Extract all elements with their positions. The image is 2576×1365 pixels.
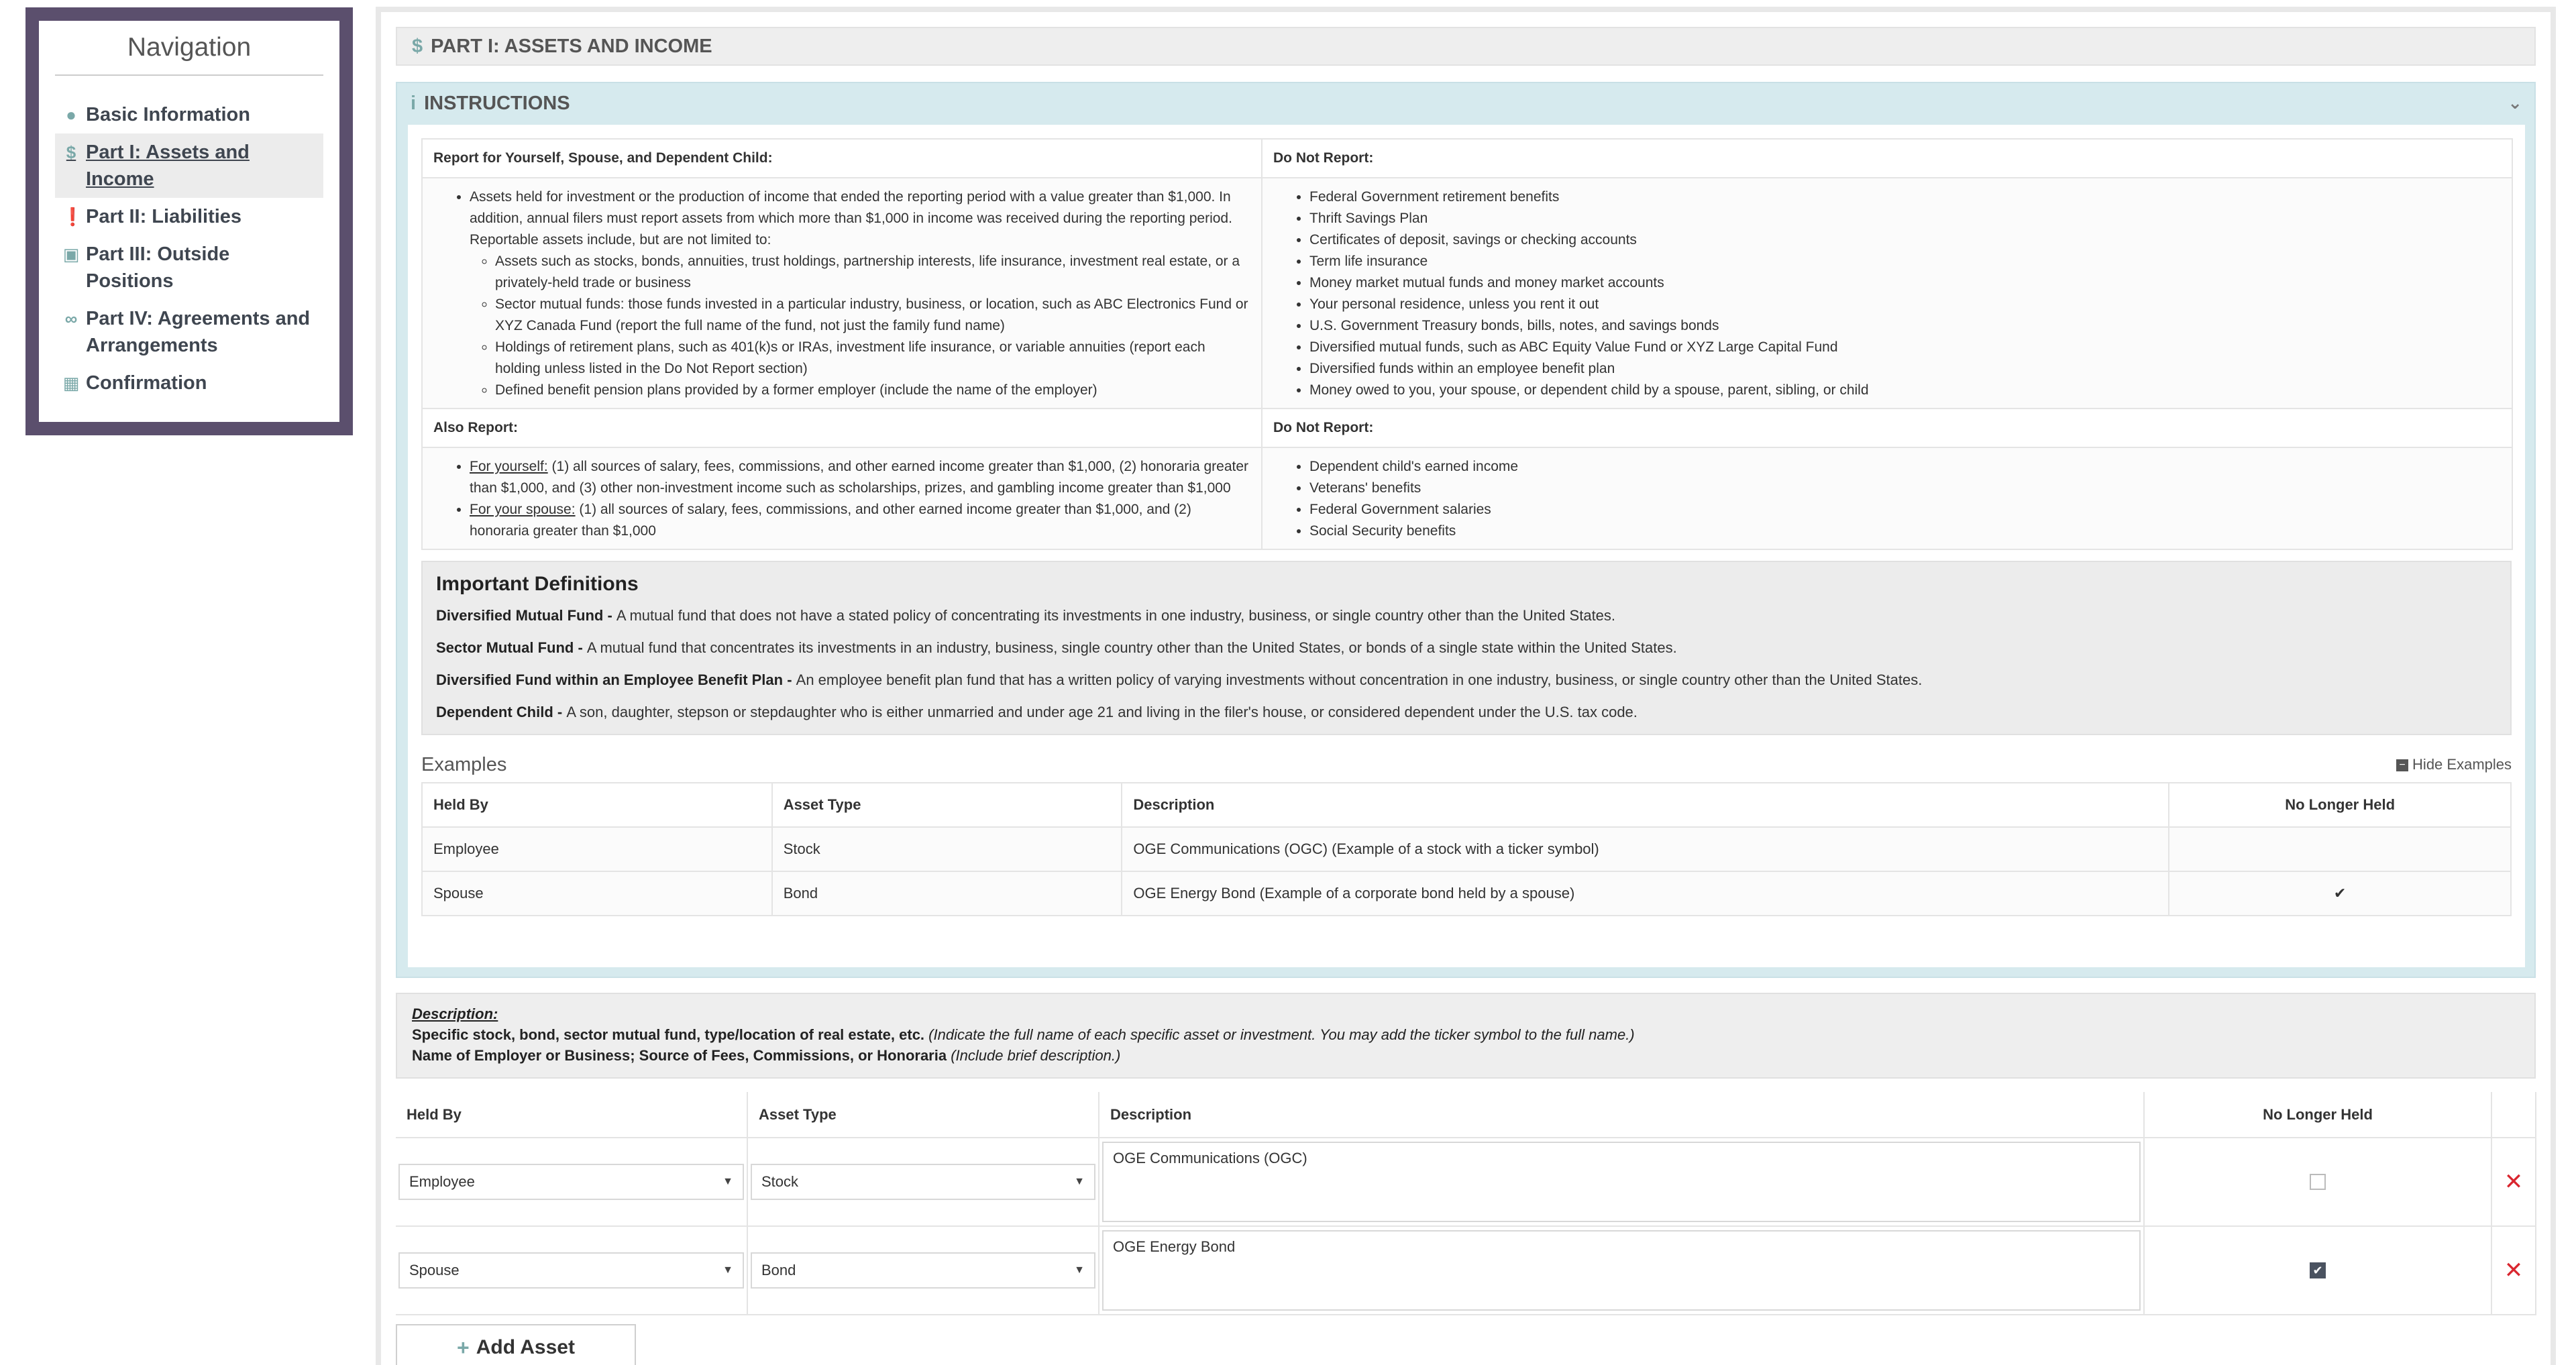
description-note-line: Name of Employer or Business; Source of Fees, Commissions, or Honoraria (Include brief description.) — [412, 1047, 1121, 1064]
definition-row: Diversified Mutual Fund - A mutual fund that does not have a stated policy of concentrating its investments in one industry, business, or single country other than the United States. — [436, 607, 1616, 624]
hide-examples-button[interactable]: − Hide Examples — [2396, 756, 2512, 773]
instructions-title: INSTRUCTIONS — [424, 92, 570, 114]
column-header-actions — [2491, 1092, 2536, 1138]
list-item: • Federal Government retirement benefits — [1309, 186, 2501, 208]
important-definitions — [421, 561, 2512, 735]
definition-row: Diversified Fund within an Employee Benefit Plan - An employee benefit plan fund that has a written policy of varying investments without concentration in one industry, business, or single country other than the United States. — [436, 671, 1923, 688]
column-header: Description — [1099, 1092, 2144, 1138]
dollar-icon: $ — [66, 142, 76, 162]
minus-icon: − — [2396, 759, 2408, 771]
nav-item-label: Part II: Liabilities — [86, 206, 242, 227]
report-heading: Report for Yourself, Spouse, and Dependent Child: — [422, 139, 1262, 178]
table-row — [396, 1226, 2536, 1315]
list-item: • Thrift Savings Plan — [1309, 208, 2501, 229]
chevron-down-icon[interactable]: ⌄ — [2508, 93, 2522, 113]
examples-header — [421, 747, 2512, 782]
navigation-panel — [25, 7, 353, 435]
column-header: Asset Type — [747, 1092, 1099, 1138]
column-header: Held By — [422, 783, 772, 827]
description-cell: OGE Energy Bond (Example of a corporate bond held by a spouse) — [1122, 871, 2169, 916]
exclamation-icon: ❗ — [62, 207, 84, 227]
list-item: • Social Security benefits — [1309, 521, 2501, 542]
held-by-cell: Spouse — [422, 871, 772, 916]
no-longer-held-checkbox[interactable] — [2310, 1174, 2326, 1190]
delete-row-icon[interactable]: ✕ — [2491, 1226, 2536, 1315]
handshake-icon: ∞ — [64, 309, 78, 329]
column-header: Held By — [396, 1092, 747, 1138]
list-item: • For yourself: (1) all sources of salary, fees, commissions, and other earned income greater than $1,000, (2) honoraria greater than $1,000, and (3) other non-investment income such as scholarships, prizes, and gambling income greater than $1,000 — [470, 456, 1250, 499]
list-item: • For your spouse: (1) all sources of salary, fees, commissions, and other earned income greater than $1,000, and (2) honoraria greater than $1,000 — [470, 499, 1250, 542]
list-item: • Money market mutual funds and money market accounts — [1309, 272, 2501, 294]
table-row — [422, 827, 2511, 871]
no-longer-held-cell — [2169, 827, 2511, 871]
column-header: Description — [1122, 783, 2169, 827]
asset-type-select[interactable]: Bond ▼ — [751, 1252, 1095, 1289]
nav-item-basic-information[interactable] — [55, 96, 323, 133]
column-header: No Longer Held — [2169, 783, 2511, 827]
asset-entry-table-wrapper — [396, 1092, 2536, 1315]
definition-row: Dependent Child - A son, daughter, stepson or stepdaughter who is either unmarried and under age 21 and living in the filer's house, or considered dependent under the U.S. tax code. — [436, 704, 1638, 720]
list-item: • Assets held for investment or the production of income that ended the reporting period with a value greater than $1,000. In addition, annual filers must report assets from which more than $1,000 in income was received during the reporting period. Reportable assets include, but are not limited to: ◦ Assets such as stocks, bonds, annuities, trust holdings, partnership interests, life insurance, investment real estate, or a privately-held trade or business ◦ Sector mutual funds: those funds invested in a particular industry, business, or location, such as ABC Electronics Fund or XYZ Canada Fund (report the full name of the fund, not just the family fund name) ◦ Holdings of retirement plans, such as 401(k)s or IRAs, investment life insurance, or variable annuities (report each holding unless listed in the Do Not Report section) ◦ Defined benefit pension plans provided by a former employer (include the name of the employer) — [470, 186, 1250, 401]
list-item: • Federal Government salaries — [1309, 499, 2501, 521]
description-cell: OGE Communications (OGC) (Example of a stock with a ticker symbol) — [1122, 827, 2169, 871]
instructions-panel — [396, 82, 2536, 978]
checkmark-icon: ✔ — [2169, 871, 2511, 916]
column-header: No Longer Held — [2144, 1092, 2491, 1138]
add-asset-button[interactable]: + Add Asset — [396, 1324, 636, 1365]
instructions-body — [408, 125, 2525, 967]
list-item: • Your personal residence, unless you rent it out — [1309, 294, 2501, 315]
description-note-line: Specific stock, bond, sector mutual fund, type/location of real estate, etc. (Indicate the full name of each specific asset or investment. You may add the ticker symbol to the full name.) — [412, 1026, 1635, 1043]
delete-row-icon[interactable]: ✕ — [2491, 1138, 2536, 1226]
plus-icon: + — [457, 1335, 470, 1360]
definitions-title: Important Definitions — [436, 573, 639, 595]
list-item: • Certificates of deposit, savings or checking accounts — [1309, 229, 2501, 251]
list-item: ◦ Assets such as stocks, bonds, annuities, trust holdings, partnership interests, life insurance, investment real estate, or a privately-held trade or business — [495, 251, 1250, 294]
list-item: • Veterans' benefits — [1309, 478, 2501, 499]
nav-item-label: Confirmation — [86, 372, 207, 394]
nav-item-label: Part IV: Agreements and Arrangements — [86, 308, 311, 356]
main-content — [376, 7, 2556, 1365]
nav-item-assets-and-income[interactable] — [55, 133, 323, 198]
nav-item-label: Part I: Assets and Income — [86, 142, 250, 190]
chevron-down-icon: ▼ — [722, 1176, 733, 1187]
table-row — [396, 1138, 2536, 1226]
column-header: Asset Type — [772, 783, 1122, 827]
description-note-title: Description: — [412, 1005, 498, 1022]
nav-item-confirmation[interactable] — [55, 364, 323, 402]
list-item: • Diversified funds within an employee benefit plan — [1309, 358, 2501, 380]
list-item: • Money owed to you, your spouse, or dependent child by a spouse, parent, sibling, or child — [1309, 380, 2501, 401]
also-report-content — [422, 447, 1262, 549]
list-item: • Term life insurance — [1309, 251, 2501, 272]
nav-item-outside-positions[interactable] — [55, 235, 323, 300]
chevron-down-icon: ▼ — [1074, 1176, 1085, 1187]
held-by-select[interactable]: Employee ▼ — [398, 1164, 744, 1200]
chevron-down-icon: ▼ — [1074, 1264, 1085, 1276]
do-not-report-heading: Do Not Report: — [1262, 139, 2512, 178]
navigation-title: Navigation — [55, 33, 323, 76]
do-not-report-content — [1262, 447, 2512, 549]
description-textarea[interactable]: OGE Energy Bond — [1102, 1230, 2141, 1311]
no-longer-held-checkbox[interactable]: ✔ — [2310, 1262, 2326, 1278]
info-icon: i — [411, 92, 417, 114]
asset-entry-table — [396, 1092, 2536, 1315]
list-item: ◦ Sector mutual funds: those funds invested in a particular industry, business, or location, such as ABC Electronics Fund or XYZ Canada Fund (report the full name of the fund, not just the family fund name) — [495, 294, 1250, 337]
definition-row: Sector Mutual Fund - A mutual fund that concentrates its investments in an industry, business, single country other than the United States, or bonds of a single state within the United States. — [436, 639, 1677, 656]
list-item: • Diversified mutual funds, such as ABC Equity Value Fund or XYZ Large Capital Fund — [1309, 337, 2501, 358]
asset-type-cell: Stock — [772, 827, 1122, 871]
section-header — [396, 27, 2536, 66]
nav-item-liabilities[interactable] — [55, 198, 323, 235]
description-note — [396, 993, 2536, 1079]
dollar-icon: $ — [412, 35, 423, 57]
asset-type-select[interactable]: Stock ▼ — [751, 1164, 1095, 1200]
report-content — [422, 178, 1262, 408]
description-textarea[interactable]: OGE Communications (OGC) — [1102, 1142, 2141, 1222]
asset-type-cell: Bond — [772, 871, 1122, 916]
nav-item-label: Basic Information — [86, 104, 250, 125]
list-item: • U.S. Government Treasury bonds, bills, notes, and savings bonds — [1309, 315, 2501, 337]
chevron-down-icon: ▼ — [722, 1264, 733, 1276]
examples-table — [421, 782, 2512, 916]
table-row — [422, 871, 2511, 916]
list-item: • Dependent child's earned income — [1309, 456, 2501, 478]
nav-item-agreements-and-arrangements[interactable] — [55, 300, 323, 364]
held-by-cell: Employee — [422, 827, 772, 871]
section-title: PART I: ASSETS AND INCOME — [431, 35, 712, 57]
do-not-report-heading: Do Not Report: — [1262, 408, 2512, 447]
nav-item-label: Part III: Outside Positions — [86, 243, 230, 292]
person-icon: ● — [66, 105, 76, 125]
held-by-select[interactable]: Spouse ▼ — [398, 1252, 744, 1289]
reporting-guidelines-table — [421, 138, 2513, 550]
do-not-report-content — [1262, 178, 2512, 408]
briefcase-icon: ▣ — [62, 244, 80, 264]
also-report-heading: Also Report: — [422, 408, 1262, 447]
examples-title: Examples — [421, 753, 507, 775]
list-item: ◦ Defined benefit pension plans provided by a former employer (include the name of the employer) — [495, 380, 1250, 401]
document-icon: ▦ — [62, 373, 80, 393]
instructions-header[interactable] — [397, 83, 2534, 123]
list-item: ◦ Holdings of retirement plans, such as 401(k)s or IRAs, investment life insurance, or variable annuities (report each holding unless listed in the Do Not Report section) — [495, 337, 1250, 380]
